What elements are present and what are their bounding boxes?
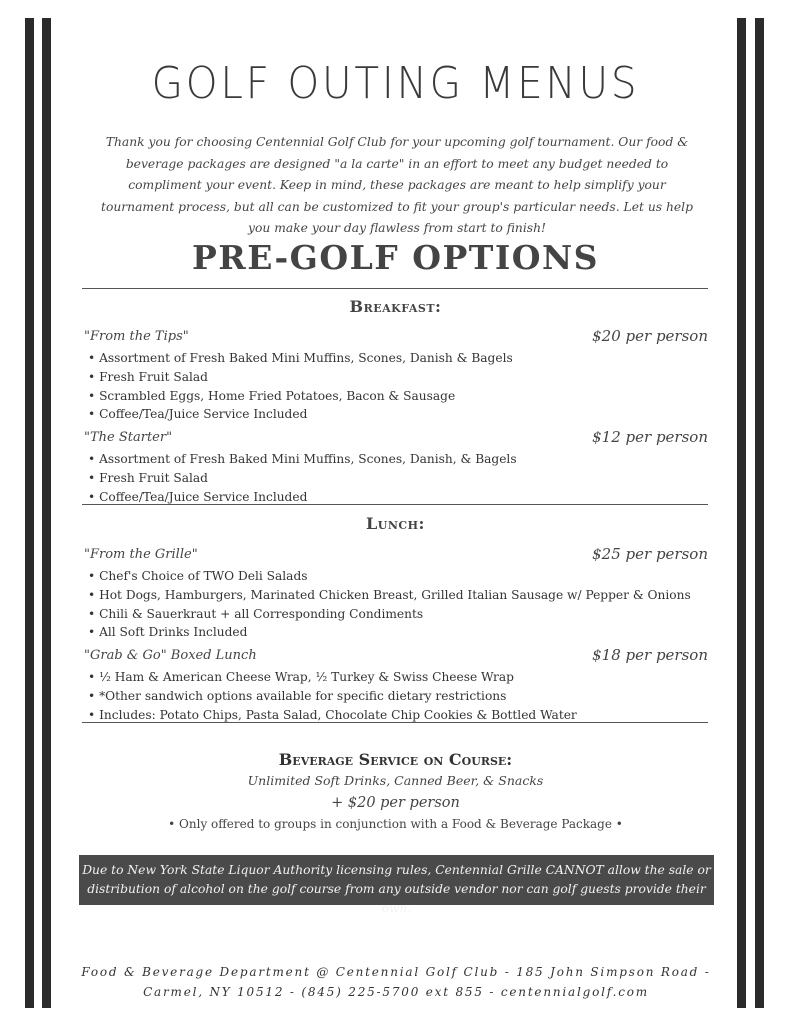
package-from-the-tips bbox=[84, 329, 708, 424]
intro-paragraph: Thank you for choosing Centennial Golf Club for your upcoming golf tournament. Our food & beverage packages are designed "a la carte" in an effort to meet any budget needed to compliment your event. Keep in mind, these packages are meant to help simplify your tournament process, but all can be customized to fit your group's particular needs. Let us help you make your day flawless from start to finish! bbox=[101, 135, 693, 235]
list-item: • Assortment of Fresh Baked Mini Muffins, Scones, Danish & Bagels bbox=[88, 349, 708, 368]
notice-line-2: distribution of alcohol on the golf course from any outside vendor nor can golf guests provide their own. bbox=[87, 882, 706, 915]
list-item: • All Soft Drinks Included bbox=[88, 623, 708, 642]
package-name: "Grab & Go" Boxed Lunch bbox=[84, 648, 257, 663]
left-border-bar-inner bbox=[42, 18, 51, 1008]
notice-line-1: Due to New York State Liquor Authority licensing rules, Centennial Grille CANNOT allow the sale or bbox=[82, 863, 711, 877]
package-price: $18 per person bbox=[592, 646, 708, 664]
lunch-divider bbox=[82, 722, 708, 723]
package-price: $20 per person bbox=[592, 327, 708, 345]
package-name: "From the Tips" bbox=[84, 329, 189, 344]
lunch-heading: Lunch: bbox=[366, 514, 425, 533]
section-divider bbox=[82, 288, 708, 289]
package-from-the-grille bbox=[84, 547, 708, 642]
list-item: • Assortment of Fresh Baked Mini Muffins, Scones, Danish, & Bagels bbox=[88, 450, 708, 469]
beverage-items: Unlimited Soft Drinks, Canned Beer, & Snacks bbox=[247, 773, 544, 788]
list-item: • Coffee/Tea/Juice Service Included bbox=[88, 488, 708, 507]
list-item: • Fresh Fruit Salad bbox=[88, 368, 708, 387]
package-price: $12 per person bbox=[592, 428, 708, 446]
package-price: $25 per person bbox=[592, 545, 708, 563]
beverage-note: • Only offered to groups in conjunction with a Food & Beverage Package • bbox=[168, 817, 623, 831]
footer-line-2: Carmel, NY 10512 - (845) 225-5700 ext 855 - centennialgolf.com bbox=[143, 985, 649, 999]
package-name: "The Starter" bbox=[84, 430, 173, 445]
list-item: • Hot Dogs, Hamburgers, Marinated Chicken Breast, Grilled Italian Sausage w/ Pepper & Onions bbox=[88, 586, 708, 605]
page-title: GOLF OUTING MENUS bbox=[151, 58, 640, 109]
package-grab-and-go bbox=[84, 648, 708, 724]
breakfast-divider bbox=[82, 504, 708, 505]
footer-contact bbox=[80, 962, 712, 1002]
list-item: • Includes: Potato Chips, Pasta Salad, Chocolate Chip Cookies & Bottled Water bbox=[88, 706, 708, 725]
list-item: • Scrambled Eggs, Home Fried Potatoes, Bacon & Sausage bbox=[88, 387, 708, 406]
package-the-starter bbox=[84, 430, 708, 506]
list-item: • Fresh Fruit Salad bbox=[88, 469, 708, 488]
liquor-notice-banner bbox=[79, 855, 714, 915]
left-border-bar-outer bbox=[25, 18, 34, 1008]
list-item: • ½ Ham & American Cheese Wrap, ½ Turkey & Swiss Cheese Wrap bbox=[88, 668, 708, 687]
package-name: "From the Grille" bbox=[84, 547, 198, 562]
footer-line-1: Food & Beverage Department @ Centennial Golf Club - 185 John Simpson Road - bbox=[81, 965, 711, 979]
list-item: • Chef's Choice of TWO Deli Salads bbox=[88, 567, 708, 586]
right-border-bar-inner bbox=[737, 18, 746, 1008]
beverage-price: + $20 per person bbox=[331, 795, 460, 811]
list-item: • *Other sandwich options available for specific dietary restrictions bbox=[88, 687, 708, 706]
beverage-heading: Beverage Service on Course: bbox=[278, 750, 513, 769]
list-item: • Chili & Sauerkraut + all Corresponding Condiments bbox=[88, 605, 708, 624]
breakfast-heading: Breakfast: bbox=[349, 297, 442, 316]
section-title: PRE-GOLF OPTIONS bbox=[191, 238, 600, 277]
right-border-bar-outer bbox=[755, 18, 764, 1008]
list-item: • Coffee/Tea/Juice Service Included bbox=[88, 405, 708, 424]
